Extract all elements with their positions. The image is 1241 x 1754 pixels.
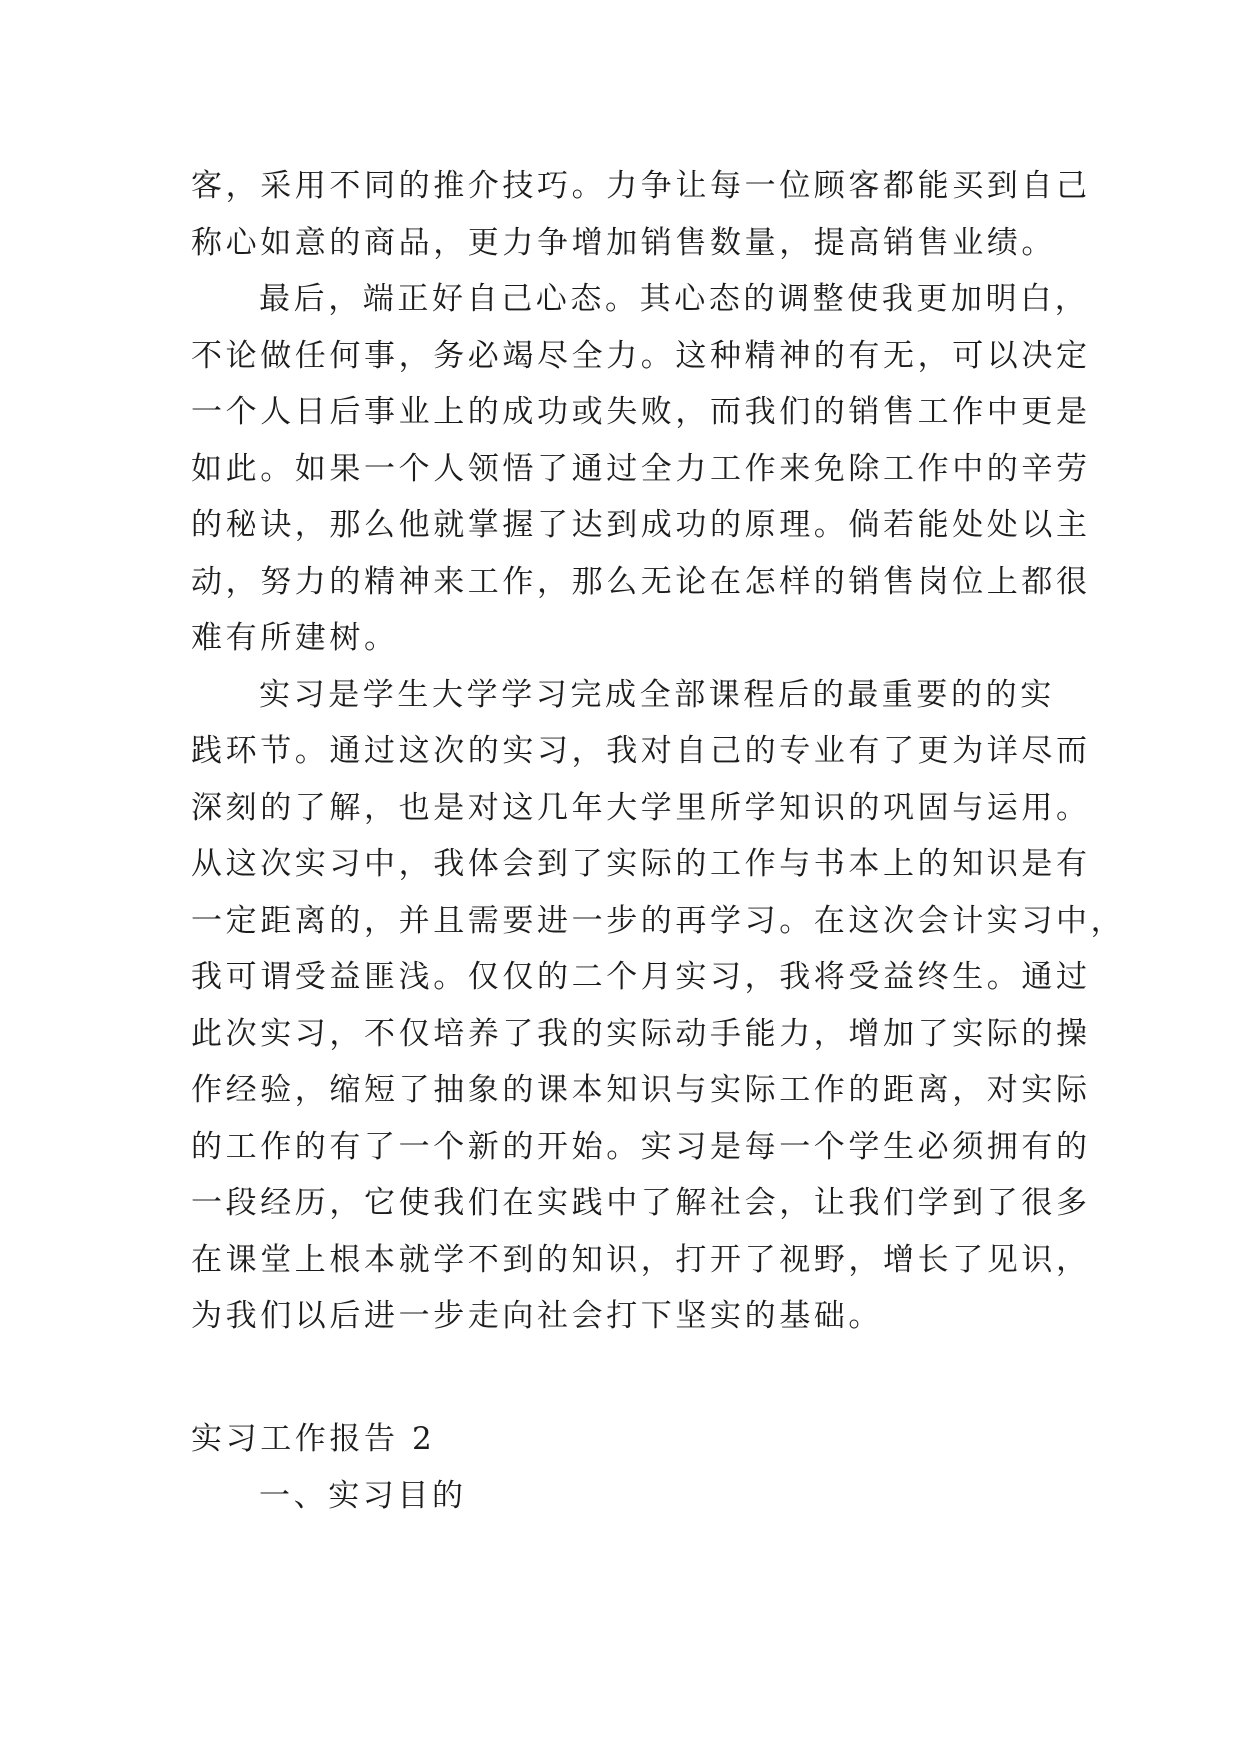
paragraph-start-line: 实习是学生大学学习完成全部课程后的最重要的的实 xyxy=(259,677,1055,713)
body-text-line: 践环节。通过这次的实习，我对自己的专业有了更为详尽而 xyxy=(191,733,1091,769)
body-text-line: 一定距离的，并且需要进一步的再学习。在这次会计实习中， xyxy=(191,903,1126,939)
body-text-line: 此次实习，不仅培养了我的实际动手能力，增加了实际的操 xyxy=(191,1016,1091,1052)
body-text-line: 一段经历，它使我们在实践中了解社会，让我们学到了很多 xyxy=(191,1185,1091,1221)
body-text-line: 客，采用不同的推介技巧。力争让每一位顾客都能买到自己 xyxy=(191,168,1091,204)
body-text-line: 我可谓受益匪浅。仅仅的二个月实习，我将受益终生。通过 xyxy=(191,959,1091,995)
body-text-line: 如此。如果一个人领悟了通过全力工作来免除工作中的辛劳 xyxy=(191,451,1091,487)
body-text-line: 称心如意的商品，更力争增加销售数量，提高销售业绩。 xyxy=(191,225,1056,261)
body-text-line: 动，努力的精神来工作，那么无论在怎样的销售岗位上都很 xyxy=(191,564,1091,600)
body-text-line: 在课堂上根本就学不到的知识，打开了视野，增长了见识， xyxy=(191,1242,1091,1278)
body-text-line: 难有所建树。 xyxy=(191,620,399,656)
paragraph-start-line: 最后，端正好自己心态。其心态的调整使我更加明白， xyxy=(259,281,1090,317)
subsection-heading: 一、实习目的 xyxy=(259,1478,467,1514)
body-text-line: 的工作的有了一个新的开始。实习是每一个学生必须拥有的 xyxy=(191,1129,1091,1165)
body-text-line: 一个人日后事业上的成功或失败，而我们的销售工作中更是 xyxy=(191,394,1091,430)
body-text-line: 作经验，缩短了抽象的课本知识与实际工作的距离，对实际 xyxy=(191,1072,1091,1108)
body-text-line: 的秘诀，那么他就掌握了达到成功的原理。倘若能处处以主 xyxy=(191,507,1091,543)
body-text-line: 为我们以后进一步走向社会打下坚实的基础。 xyxy=(191,1298,883,1334)
body-text-line: 深刻的了解，也是对这几年大学里所学知识的巩固与运用。 xyxy=(191,790,1091,826)
body-text-line: 从这次实习中，我体会到了实际的工作与书本上的知识是有 xyxy=(191,846,1091,882)
section-title: 实习工作报告 2 xyxy=(191,1421,436,1457)
body-text-line: 不论做任何事，务必竭尽全力。这种精神的有无，可以决定 xyxy=(191,338,1091,374)
